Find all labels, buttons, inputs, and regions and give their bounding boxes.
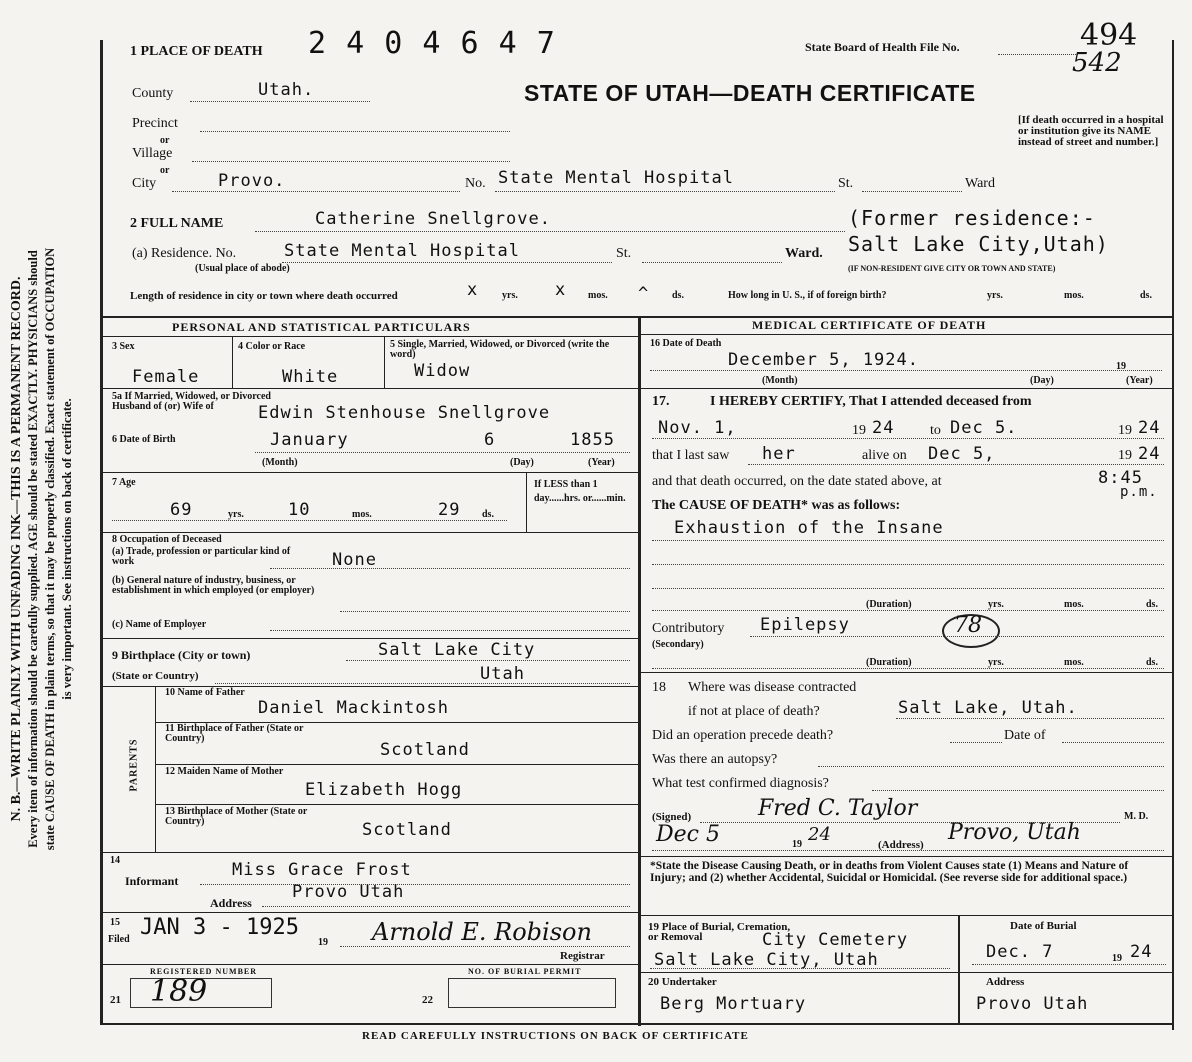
- employer-line: [270, 630, 630, 631]
- age-yrs-label: yrs.: [228, 509, 244, 520]
- death-year-label: (Year): [1126, 375, 1153, 386]
- burial-place: City Cemetery: [762, 930, 909, 950]
- street-value: State Mental Hospital: [498, 168, 734, 188]
- sign-year: 24: [808, 824, 831, 845]
- duration-ds: ds.: [1146, 599, 1158, 610]
- to-year-prefix: 19: [1118, 423, 1132, 438]
- state-board-label: State Board of Health File No.: [805, 40, 960, 54]
- yrs-mark: x: [467, 280, 479, 300]
- dob-month-label: (Month): [262, 457, 298, 468]
- less-than-label: If LESS than 1 day......hrs. or......min.: [534, 479, 626, 504]
- burial-date-line: [972, 964, 1166, 965]
- burial-city: Salt Lake City, Utah: [654, 950, 879, 970]
- medical-header-rule: [638, 334, 1172, 335]
- registered-field-number: 21: [110, 994, 121, 1006]
- duration-ds-2: ds.: [1146, 657, 1158, 668]
- us-mos: mos.: [1064, 290, 1084, 301]
- medical-header: MEDICAL CERTIFICATE OF DEATH: [752, 318, 987, 332]
- precinct-label: Precinct: [132, 116, 178, 131]
- undertaker-label: 20 Undertaker: [648, 976, 717, 988]
- disease-contracted: Salt Lake, Utah.: [898, 698, 1078, 718]
- mother-name-label: 12 Maiden Name of Mother: [165, 766, 284, 777]
- full-name-line: [255, 231, 845, 232]
- to-label: to: [930, 423, 941, 438]
- undertaker-address-label: Address: [986, 976, 1025, 988]
- full-name-label: 2 FULL NAME: [130, 216, 224, 231]
- ward-label: Ward: [965, 176, 995, 191]
- registered-number-label: REGISTERED NUMBER: [150, 967, 258, 976]
- secondary-label: (Secondary): [652, 639, 704, 650]
- burial-divider: [958, 915, 960, 1023]
- race-divider: [384, 336, 385, 388]
- st-label: St.: [838, 176, 854, 191]
- date-of-death-rule: [638, 388, 1172, 389]
- center-divider: [638, 316, 641, 1026]
- file-number-2: 542: [1072, 48, 1122, 78]
- us-yrs: yrs.: [987, 290, 1003, 301]
- registrar-label: Registrar: [560, 950, 605, 962]
- occupation-a-label: (a) Trade, profession or particular kind of work: [112, 546, 291, 567]
- personal-header: PERSONAL AND STATISTICAL PARTICULARS: [172, 320, 471, 334]
- duration-yrs: yrs.: [988, 599, 1004, 610]
- county-line: [190, 101, 370, 102]
- operation-date-line: [1062, 742, 1164, 743]
- yrs-label: yrs.: [502, 290, 518, 301]
- dob-year-label: (Year): [588, 457, 615, 468]
- alive-date: Dec 5,: [928, 444, 996, 464]
- age-label: 7 Age: [112, 477, 136, 488]
- burial-year: 24: [1130, 942, 1153, 962]
- birthplace-state: Utah: [480, 664, 525, 684]
- birthplace-state-line: [215, 683, 630, 684]
- duration-yrs-2: yrs.: [988, 657, 1004, 668]
- md-label: M. D.: [1124, 811, 1149, 822]
- cause-of-death: Exhaustion of the Insane: [674, 518, 944, 538]
- sidebar-line-4: is very important. See instructions on back of certificate.: [60, 398, 74, 700]
- hospital-note: [If death occurred in a hospital or institution give its NAME instead of street and number.]: [1018, 114, 1164, 148]
- attended-line: [652, 438, 1164, 439]
- dob-line: [255, 452, 630, 453]
- burial-rule: [638, 972, 1172, 973]
- dob-month: January: [270, 430, 349, 450]
- autopsy-label: Was there an autopsy?: [652, 752, 778, 767]
- registrar-signature: Arnold E. Robison: [372, 918, 592, 946]
- filed-rule: [100, 964, 638, 965]
- place-of-death-label: 1 PLACE OF DEATH: [130, 44, 263, 59]
- death-time: 8:45: [1098, 468, 1143, 488]
- file-number: 494: [1080, 18, 1138, 53]
- or-2: or: [160, 165, 170, 176]
- bottom-rule: [100, 1023, 1172, 1025]
- residence-label: (a) Residence. No.: [132, 246, 237, 261]
- mother-name: Elizabeth Hogg: [305, 780, 463, 800]
- duration-mos: mos.: [1064, 599, 1084, 610]
- to-year: 24: [1138, 418, 1161, 438]
- contributory-code: 78: [954, 613, 982, 638]
- parents-bottom-rule: [100, 852, 638, 853]
- dob-day: 6: [484, 430, 496, 450]
- precinct-line: [200, 131, 510, 132]
- informant-label: Informant: [125, 874, 179, 888]
- contributory-rule: [638, 672, 1172, 673]
- note-rule: [638, 915, 1172, 916]
- q18-label: Where was disease contracted: [688, 680, 857, 695]
- signed-label: (Signed): [652, 811, 692, 823]
- city-value: Provo.: [218, 171, 286, 191]
- village-label: Village: [132, 146, 173, 161]
- occupation-line: [270, 568, 630, 569]
- residence-ward: Ward.: [785, 246, 823, 261]
- burial-permit-field-number: 22: [422, 994, 433, 1006]
- cause-line-2: [652, 564, 1164, 565]
- village-line: [192, 161, 510, 162]
- occupation-value: None: [332, 550, 377, 570]
- contributory-cause: Epilepsy: [760, 615, 850, 635]
- residence-line: [282, 262, 612, 263]
- certificate-title: STATE OF UTAH—DEATH CERTIFICATE: [524, 80, 976, 106]
- filed-date: JAN 3 - 1925: [140, 915, 299, 940]
- sex-label: 3 Sex: [112, 341, 135, 352]
- operation-label: Did an operation precede death?: [652, 728, 834, 743]
- from-year-prefix: 19: [852, 423, 866, 438]
- mother-birthplace: Scotland: [362, 820, 452, 840]
- filed-label: Filed: [108, 934, 130, 945]
- signature-rule: [638, 856, 1172, 857]
- length-of-residence-label: Length of residence in city or town where death occurred: [130, 290, 398, 302]
- top-section-rule: [100, 316, 1172, 318]
- birthplace-label: 9 Birthplace (City or town): [112, 648, 251, 662]
- burial-permit-label: NO. OF BURIAL PERMIT: [468, 967, 582, 976]
- county-label: County: [132, 86, 174, 101]
- age-line: [112, 520, 507, 521]
- sign-year-prefix: 19: [792, 839, 802, 850]
- undertaker-address: Provo Utah: [976, 994, 1089, 1014]
- death-occurred-label: and that death occurred, on the date stated above, at: [652, 474, 942, 489]
- death-ampm: p.m.: [1120, 484, 1158, 500]
- q18-number: 18: [652, 680, 666, 695]
- footer-instructions: READ CAREFULLY INSTRUCTIONS ON BACK OF CERTIFICATE: [362, 1030, 749, 1042]
- violent-cause-note: *State the Disease Causing Death, or in deaths from Violent Causes state (1) Means and Nature of Injury; and (2) whether Accidental, Suicidal or Homicidal. (See reverse side for additional space.): [650, 860, 1129, 884]
- duration-label-2: (Duration): [866, 657, 912, 668]
- nonresident-note: (IF NON-RESIDENT GIVE CITY OR TOWN AND STATE): [848, 264, 1056, 273]
- burial-date-label: Date of Burial: [1010, 920, 1077, 932]
- informant-name: Miss Grace Frost: [232, 860, 412, 880]
- father-bp-rule: [155, 764, 638, 765]
- occupation-b-label: (b) General nature of industry, business, or establishment in which employed (or employer): [112, 575, 315, 596]
- residence-ward-line: [642, 262, 782, 263]
- sidebar-instructions: [8, 49, 76, 1049]
- from-year: 24: [872, 418, 895, 438]
- sex-value: Female: [132, 367, 200, 387]
- birthplace-city: Salt Lake City: [378, 640, 536, 660]
- cause-line-3: [652, 588, 1164, 589]
- dob-year: 1855: [570, 430, 615, 450]
- operation-date-label: Date of: [1004, 728, 1046, 743]
- q18-line: [896, 718, 1164, 719]
- alive-year-prefix: 19: [1118, 448, 1132, 463]
- us-ds: ds.: [1140, 290, 1152, 301]
- date-of-death: December 5, 1924.: [728, 350, 919, 370]
- last-saw-label: that I last saw: [652, 448, 730, 463]
- file-no-line: [998, 54, 1078, 55]
- filed-number: 15: [110, 917, 120, 928]
- mother-birthplace-label: 13 Birthplace of Mother (State or Country): [165, 806, 308, 827]
- q18b-label: if not at place of death?: [688, 704, 820, 719]
- registered-number: 189: [150, 974, 208, 1009]
- physician-signature: Fred C. Taylor: [758, 796, 918, 821]
- undertaker-name: Berg Mortuary: [660, 994, 807, 1014]
- father-name-label: 10 Name of Father: [165, 687, 245, 698]
- burial-permit-box: [448, 978, 616, 1008]
- sex-divider: [232, 336, 233, 388]
- husband-value: Edwin Stenhouse Snellgrove: [258, 403, 551, 423]
- father-birthplace: Scotland: [380, 740, 470, 760]
- informant-address: Provo Utah: [292, 882, 405, 902]
- age-ds-label: ds.: [482, 509, 494, 520]
- sidebar-line-1: N. B.—WRITE PLAINLY WITH UNFADING INK—THIS IS A PERMANENT RECORD.: [9, 276, 24, 822]
- certify-text: I HEREBY CERTIFY, That I attended deceased from: [710, 394, 1032, 409]
- informant-address-label: Address: [210, 896, 252, 910]
- mos-mark: x: [555, 280, 567, 300]
- sidebar-line-2: Every item of information should be carefully supplied. AGE should be stated EXACTLY. PHYSICIANS should: [26, 250, 40, 848]
- burial-line: [650, 968, 950, 969]
- race-label: 4 Color or Race: [238, 341, 306, 352]
- row3-rule: [100, 388, 638, 389]
- husband-label: 5a If Married, Widowed, or Divorced Husband of (or) Wife of: [112, 391, 271, 412]
- age-mos-label: mos.: [352, 509, 372, 520]
- city-line: [172, 191, 460, 192]
- ward-line: [862, 191, 962, 192]
- residence-st: St.: [616, 246, 632, 261]
- age-days: 29: [438, 500, 461, 520]
- race-value: White: [282, 367, 339, 387]
- duration-mos-2: mos.: [1064, 657, 1084, 668]
- father-birthplace-label: 11 Birthplace of Father (State or Country): [165, 723, 304, 744]
- residence-city: Salt Lake City,Utah): [848, 232, 1109, 256]
- mother-rule: [155, 804, 638, 805]
- right-border: [1172, 40, 1174, 1030]
- father-name: Daniel Mackintosh: [258, 698, 449, 718]
- county-value: Utah.: [258, 80, 315, 100]
- death-month-label: (Month): [762, 375, 798, 386]
- birthplace-state-label: (State or Country): [112, 670, 199, 682]
- full-name-value: Catherine Snellgrove.: [315, 209, 551, 229]
- test-label: What test confirmed diagnosis?: [652, 776, 829, 791]
- test-line: [872, 790, 1164, 791]
- informant-number: 14: [110, 855, 120, 866]
- dob-day-label: (Day): [510, 457, 534, 468]
- or-1: or: [160, 135, 170, 146]
- residence-sub: (Usual place of abode): [195, 263, 290, 274]
- signer-address-line: [652, 850, 1164, 851]
- occupation-label: 8 Occupation of Deceased: [112, 534, 222, 545]
- registrar-line: [340, 946, 630, 947]
- us-residence-label: How long in U. S., if of foreign birth?: [728, 290, 887, 301]
- burial-date: Dec. 7: [986, 942, 1054, 962]
- ds-label: ds.: [672, 290, 684, 301]
- row8-rule: [100, 638, 638, 639]
- parents-divider: [155, 686, 156, 852]
- sign-date: Dec 5: [656, 822, 720, 847]
- attended-to: Dec 5.: [950, 418, 1018, 438]
- ds-mark: ^: [638, 284, 650, 304]
- filed-suffix: 19: [318, 937, 328, 948]
- informant-rule: [100, 912, 638, 913]
- duration-label: (Duration): [866, 599, 912, 610]
- marital-label: 5 Single, Married, Widowed, or Divorced (write the word): [390, 339, 610, 360]
- street-no-label: No.: [465, 176, 486, 191]
- row7-rule: [100, 532, 638, 533]
- less-divider: [526, 472, 527, 532]
- informant-line: [200, 884, 630, 885]
- signer-address-label: (Address): [878, 839, 924, 851]
- last-saw-line: [748, 464, 1164, 465]
- age-years: 69: [170, 500, 193, 520]
- date-of-death-line: [650, 370, 1162, 371]
- sidebar-line-3: state CAUSE OF DEATH in plain terms, so that it may be properly classified. Exact statement of OCCUPATION: [43, 247, 57, 851]
- attended-from: Nov. 1,: [658, 418, 737, 438]
- informant-address-line: [262, 906, 630, 907]
- duration-line: [652, 610, 1164, 611]
- autopsy-line: [818, 766, 1164, 767]
- parents-label: PARENTS: [128, 738, 140, 792]
- age-months: 10: [288, 500, 311, 520]
- signer-address: Provo, Utah: [948, 820, 1081, 845]
- duration-line-2: [652, 668, 1164, 669]
- city-label: City: [132, 176, 157, 191]
- burial-place-label: 19 Place of Burial, Cremation, or Removal: [648, 921, 791, 943]
- alive-on-label: alive on: [862, 448, 907, 463]
- date-of-death-label: 16 Date of Death: [650, 338, 722, 349]
- contributory-line: [750, 636, 1164, 637]
- birthplace-line: [346, 660, 630, 661]
- cause-label: The CAUSE OF DEATH* was as follows:: [652, 498, 901, 513]
- operation-line: [950, 742, 1002, 743]
- former-residence: (Former residence:-: [848, 206, 1096, 230]
- death-year-prefix: 19: [1116, 361, 1126, 372]
- street-line: [495, 191, 835, 192]
- contributory-label: Contributory: [652, 621, 725, 636]
- marital-value: Widow: [414, 361, 471, 381]
- mos-label: mos.: [588, 290, 608, 301]
- employer-label: (c) Name of Employer: [112, 619, 207, 630]
- pronoun: her: [762, 444, 796, 464]
- certify-number: 17.: [652, 394, 670, 409]
- death-day-label: (Day): [1030, 375, 1054, 386]
- certificate-number: 2 4 0 4 6 4 7: [308, 26, 556, 61]
- dob-label: 6 Date of Birth: [112, 434, 176, 445]
- cause-line-1: [652, 540, 1164, 541]
- occupation-b-line: [340, 611, 630, 612]
- burial-year-prefix: 19: [1112, 953, 1122, 964]
- personal-header-rule: [100, 336, 638, 337]
- row6-rule: [100, 472, 638, 473]
- residence-value: State Mental Hospital: [284, 241, 520, 261]
- alive-year: 24: [1138, 444, 1161, 464]
